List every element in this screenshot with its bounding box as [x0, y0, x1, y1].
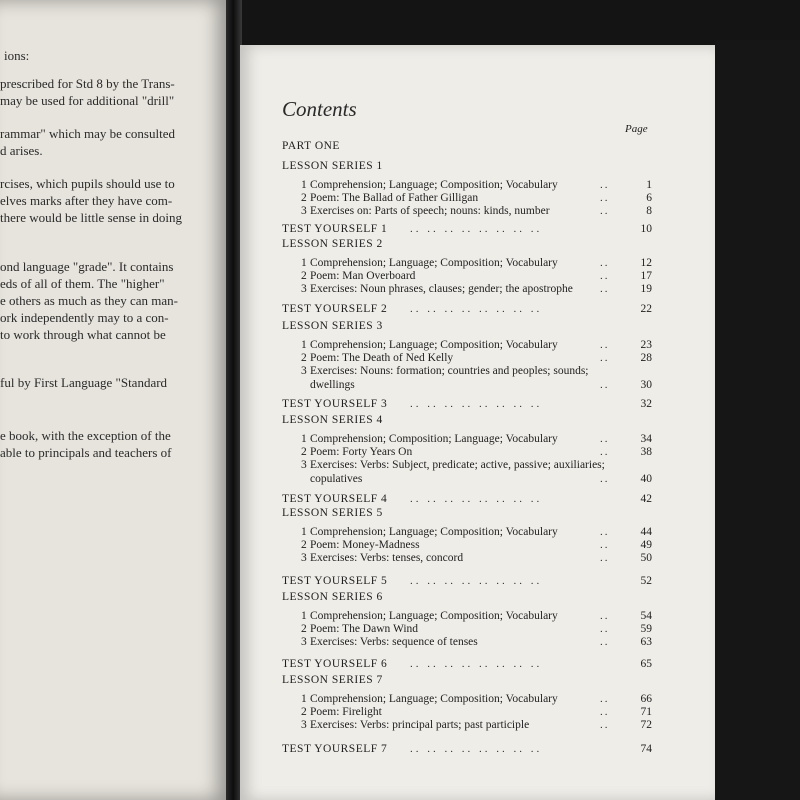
- entry-text: Comprehension; Language; Composition; Vocabulary: [310, 526, 558, 538]
- lesson-series-heading: LESSON SERIES 3: [282, 320, 383, 332]
- leader-dots: ..: [600, 270, 610, 283]
- left-line: ful by First Language "Standard: [0, 375, 168, 390]
- lesson-series-heading: LESSON SERIES 1: [282, 160, 383, 172]
- entry-text-continued: copulatives: [310, 472, 363, 485]
- leader-dots: ..: [600, 623, 610, 636]
- entry-page-number: 71: [640, 706, 652, 719]
- entry-text: Exercises: Nouns: formation; countries and peoples; sounds;: [310, 365, 589, 378]
- entry-page-number: 30: [640, 378, 652, 391]
- left-line: ond language "grade". It contains: [0, 259, 174, 274]
- entry-page-number: 72: [640, 719, 652, 732]
- left-line: d arises.: [0, 143, 43, 158]
- left-line: may be used for additional "drill": [0, 93, 175, 108]
- test-yourself-heading: TEST YOURSELF 4: [282, 493, 388, 505]
- leader-dots: ..: [600, 636, 610, 649]
- entry-page-number: 17: [640, 270, 652, 283]
- entry-number: 1: [301, 433, 307, 445]
- left-line: to work through what cannot be: [0, 327, 166, 342]
- page-column-label: Page: [625, 123, 648, 135]
- entry-page-number: 40: [640, 472, 652, 485]
- entry-text: Exercises: Verbs: tenses, concord: [310, 552, 464, 565]
- test-page-number: 22: [640, 303, 652, 315]
- leader-dots: ..: [600, 205, 610, 218]
- entry-text: Comprehension; Language; Composition; Vocabulary: [310, 339, 558, 351]
- entry-number: 3: [301, 459, 307, 472]
- dark-background: [715, 40, 800, 800]
- entry-text: Poem: Forty Years On: [310, 446, 413, 459]
- leader-dots: .. .. .. .. .. .. .. ..: [410, 658, 543, 670]
- entry-text: Poem: The Dawn Wind: [310, 623, 419, 636]
- entry-text: Exercises: Verbs: principal parts; past participle: [310, 719, 530, 732]
- left-line: there would be little sense in doing: [0, 210, 182, 225]
- entry-text: Poem: Money-Madness: [310, 539, 420, 552]
- left-line: e others as much as they can man-: [0, 293, 178, 308]
- left-page: [0, 0, 232, 800]
- leader-dots: ..: [600, 539, 610, 552]
- entry-text: Comprehension; Language; Composition; Vocabulary: [310, 257, 558, 269]
- leader-dots: ..: [600, 283, 610, 296]
- leader-dots: ..: [600, 706, 610, 719]
- entry-number: 1: [301, 179, 307, 191]
- entry-number: 2: [301, 623, 307, 636]
- contents-page: [240, 45, 715, 800]
- test-page-number: 32: [640, 398, 652, 410]
- entry-text-continued: dwellings: [310, 378, 355, 391]
- entry-number: 3: [301, 636, 307, 649]
- leader-dots: ..: [600, 472, 610, 485]
- entry-text: Exercises: Noun phrases, clauses; gender; the apostrophe: [310, 283, 573, 296]
- entry-number: 3: [301, 205, 307, 218]
- entry-number: 2: [301, 706, 307, 719]
- entry-page-number: 8: [646, 205, 652, 218]
- left-line: rammar" which may be consulted: [0, 126, 175, 141]
- left-line: e book, with the exception of the: [0, 428, 171, 443]
- test-page-number: 42: [640, 493, 652, 505]
- leader-dots: ..: [600, 446, 610, 459]
- part-heading: PART ONE: [282, 140, 340, 152]
- leader-dots: .. .. .. .. .. .. .. ..: [410, 575, 543, 587]
- leader-dots: ..: [600, 693, 610, 705]
- entry-text: Comprehension; Composition; Language; Vocabulary: [310, 433, 558, 445]
- left-line: ork independently may to a con-: [0, 310, 169, 325]
- entry-text: Exercises: Verbs: sequence of tenses: [310, 636, 478, 649]
- test-yourself-heading: TEST YOURSELF 1: [282, 223, 388, 235]
- entry-page-number: 23: [640, 339, 652, 351]
- test-page-number: 65: [640, 658, 652, 670]
- entry-page-number: 63: [640, 636, 652, 649]
- entry-page-number: 50: [640, 552, 652, 565]
- entry-number: 2: [301, 352, 307, 365]
- entry-number: 1: [301, 610, 307, 622]
- entry-page-number: 49: [640, 539, 652, 552]
- lesson-series-heading: LESSON SERIES 4: [282, 414, 383, 426]
- contents-title: Contents: [282, 97, 357, 121]
- left-line: ions:: [4, 48, 30, 63]
- leader-dots: .. .. .. .. .. .. .. ..: [410, 398, 543, 410]
- test-yourself-heading: TEST YOURSELF 6: [282, 658, 388, 670]
- lesson-series-heading: LESSON SERIES 6: [282, 591, 383, 603]
- entry-number: 1: [301, 526, 307, 538]
- entry-text: Poem: The Death of Ned Kelly: [310, 352, 454, 365]
- entry-number: 3: [301, 283, 307, 296]
- leader-dots: ..: [600, 179, 610, 191]
- entry-number: 2: [301, 539, 307, 552]
- leader-dots: .. .. .. .. .. .. .. ..: [410, 303, 543, 315]
- entry-page-number: 19: [640, 283, 652, 296]
- entry-number: 1: [301, 693, 307, 705]
- entry-page-number: 34: [640, 433, 652, 445]
- leader-dots: ..: [600, 257, 610, 269]
- entry-text: Exercises on: Parts of speech; nouns: kinds, number: [310, 205, 550, 218]
- leader-dots: ..: [600, 552, 610, 565]
- entry-number: 1: [301, 257, 307, 269]
- leader-dots: ..: [600, 610, 610, 622]
- entry-text: Comprehension; Language; Composition; Vocabulary: [310, 693, 558, 705]
- entry-page-number: 1: [646, 179, 652, 191]
- entry-page-number: 66: [640, 693, 652, 705]
- leader-dots: ..: [600, 526, 610, 538]
- entry-page-number: 38: [640, 446, 652, 459]
- entry-page-number: 6: [646, 192, 652, 205]
- entry-page-number: 54: [640, 610, 652, 622]
- left-line: elves marks after they have com-: [0, 193, 173, 208]
- entry-text: Comprehension; Language; Composition; Vocabulary: [310, 610, 558, 622]
- entry-page-number: 44: [640, 526, 652, 538]
- test-yourself-heading: TEST YOURSELF 3: [282, 398, 388, 410]
- leader-dots: ..: [600, 192, 610, 205]
- leader-dots: .. .. .. .. .. .. .. ..: [410, 743, 543, 755]
- entry-text: Poem: Man Overboard: [310, 270, 416, 283]
- entry-text: Exercises: Verbs: Subject, predicate; active, passive; auxiliaries;: [310, 459, 605, 472]
- entry-number: 3: [301, 552, 307, 565]
- left-line: rcises, which pupils should use to: [0, 176, 175, 191]
- entry-number: 2: [301, 270, 307, 283]
- leader-dots: .. .. .. .. .. .. .. ..: [410, 223, 543, 235]
- entry-page-number: 12: [640, 257, 652, 269]
- lesson-series-heading: LESSON SERIES 7: [282, 674, 383, 686]
- left-line: able to principals and teachers of: [0, 445, 172, 460]
- test-yourself-heading: TEST YOURSELF 5: [282, 575, 388, 587]
- entry-text: Poem: Firelight: [310, 706, 382, 719]
- test-yourself-heading: TEST YOURSELF 2: [282, 303, 388, 315]
- leader-dots: ..: [600, 339, 610, 351]
- entry-text: Poem: The Ballad of Father Gilligan: [310, 192, 479, 205]
- leader-dots: ..: [600, 719, 610, 732]
- leader-dots: ..: [600, 378, 610, 391]
- test-page-number: 74: [640, 743, 652, 755]
- entry-number: 1: [301, 339, 307, 351]
- test-page-number: 52: [640, 575, 652, 587]
- lesson-series-heading: LESSON SERIES 5: [282, 507, 383, 519]
- test-yourself-heading: TEST YOURSELF 7: [282, 743, 388, 755]
- entry-text: Comprehension; Language; Composition; Vocabulary: [310, 179, 558, 191]
- leader-dots: .. .. .. .. .. .. .. ..: [410, 493, 543, 505]
- entry-number: 2: [301, 192, 307, 205]
- entry-number: 3: [301, 719, 307, 732]
- left-line: eds of all of them. The "higher": [0, 276, 165, 291]
- lesson-series-heading: LESSON SERIES 2: [282, 238, 383, 250]
- left-line: prescribed for Std 8 by the Trans-: [0, 76, 175, 91]
- leader-dots: ..: [600, 352, 610, 365]
- entry-number: 2: [301, 446, 307, 459]
- entry-page-number: 59: [640, 623, 652, 636]
- entry-page-number: 28: [640, 352, 652, 365]
- test-page-number: 10: [640, 223, 652, 235]
- leader-dots: ..: [600, 433, 610, 445]
- entry-number: 3: [301, 365, 307, 378]
